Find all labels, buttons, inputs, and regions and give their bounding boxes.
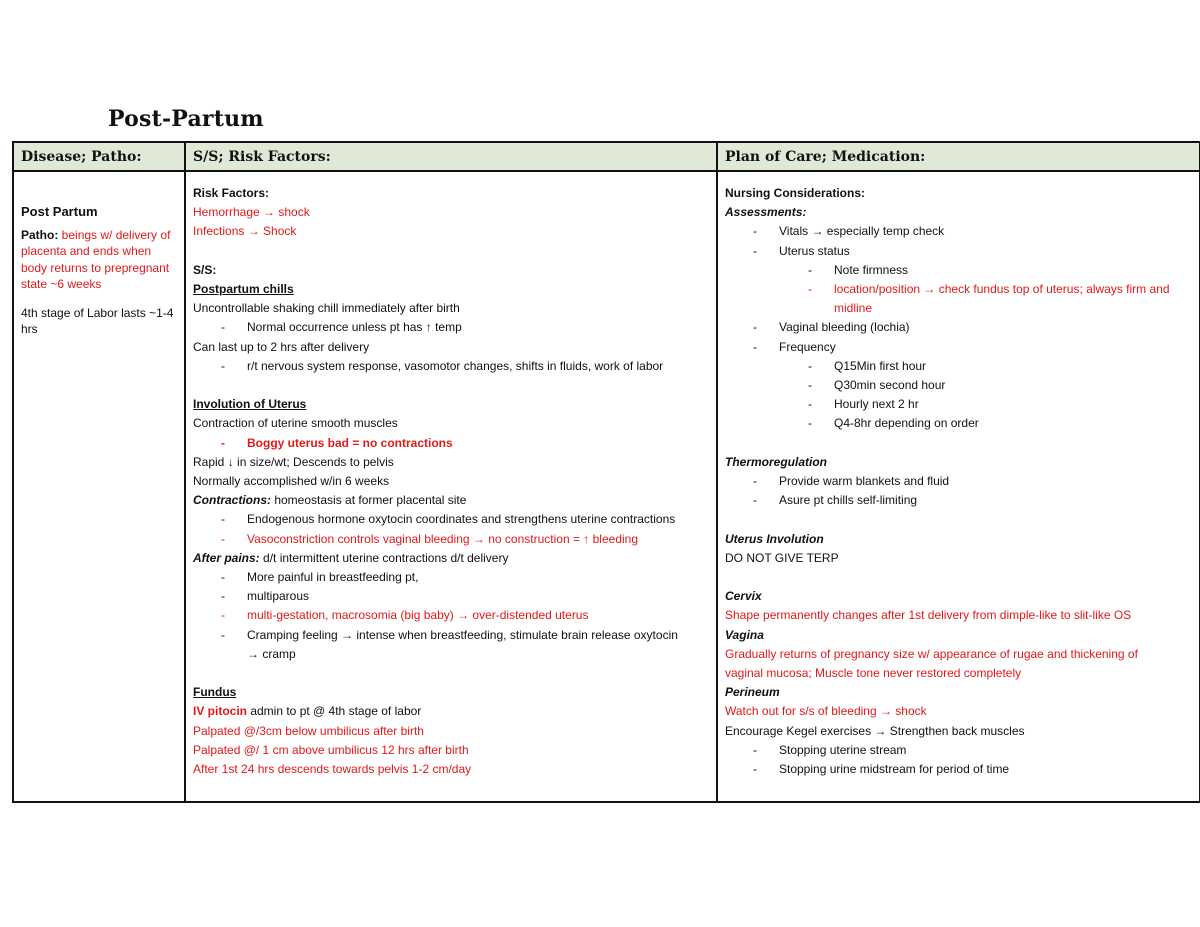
list-item: - location/position → check fundus top of uterus; always firm and	[725, 280, 1193, 299]
list-item-continued: midline	[834, 301, 873, 316]
list-item: - Stopping urine midstream for period of time	[725, 760, 1193, 779]
risk-factors-heading: Risk Factors:	[193, 186, 270, 200]
list-item-continued: → cramp	[247, 646, 296, 661]
list-item: Encourage Kegel exercises → Strengthen back muscles	[725, 723, 1025, 738]
disease-cell	[13, 171, 185, 802]
list-item: Contraction of uterine smooth muscles	[193, 416, 398, 431]
list-item: - Note firmness	[725, 261, 1193, 280]
involution-heading: Involution of Uterus	[193, 397, 307, 412]
list-item: After 1st 24 hrs descends towards pelvis 1-2 cm/day	[193, 762, 472, 777]
fundus-pitocin-line: IV pitocin admin to pt @ 4th stage of labor	[193, 704, 422, 719]
risk-item: Infections → Shock	[193, 224, 297, 239]
list-item: - Stopping uterine stream	[725, 741, 1193, 760]
list-item: Shape permanently changes after 1st delivery from dimple-like to slit-like OS	[725, 608, 1132, 623]
list-item: - Vaginal bleeding (lochia)	[725, 318, 1193, 337]
contractions-line: Contractions: homeostasis at former placental site	[193, 493, 467, 508]
list-item: Uncontrollable shaking chill immediately after birth	[193, 301, 460, 316]
header-ss-risk-factors: S/S; Risk Factors:	[185, 142, 717, 171]
list-item: - Vitals → especially temp check	[725, 222, 1193, 241]
list-item: - multiparous	[193, 587, 710, 606]
list-item: DO NOT GIVE TERP	[725, 550, 839, 565]
list-item: - Normal occurrence unless pt has ↑ temp	[193, 318, 710, 337]
plan-of-care-cell	[717, 171, 1200, 802]
list-item: - Frequency	[725, 338, 1193, 357]
uterus-involution-heading: Uterus Involution	[725, 531, 824, 546]
list-item: - Q4-8hr depending on order	[725, 414, 1193, 433]
list-item: - Asure pt chills self-limiting	[725, 491, 1193, 510]
chills-heading: Postpartum chills	[193, 282, 294, 296]
list-item: - Q30min second hour	[725, 376, 1193, 395]
list-item: - Endogenous hormone oxytocin coordinates and strengthens uterine contractions	[193, 510, 710, 529]
perineum-heading: Perineum	[725, 685, 780, 700]
list-item: Rapid ↓ in size/wt; Descends to pelvis	[193, 454, 394, 469]
list-item: - Uterus status	[725, 242, 1193, 261]
patho-text: Patho: beings w/ delivery of placenta and ends when body returns to prepregnant state ~6 weeks	[21, 227, 171, 291]
vagina-heading: Vagina	[725, 627, 764, 642]
fundus-heading: Fundus	[193, 685, 237, 700]
list-item: Palpated @/ 1 cm above umbilicus 12 hrs after birth	[193, 742, 469, 757]
nursing-heading: Nursing Considerations:	[725, 186, 866, 200]
ss-heading: S/S:	[193, 262, 217, 277]
after-pains-line: After pains: d/t intermittent uterine contractions d/t delivery	[193, 550, 509, 565]
list-item: - Vasoconstriction controls vaginal bleeding → no construction = ↑ bleeding	[193, 530, 710, 549]
table-header-row	[13, 142, 1200, 171]
list-item: - multi-gestation, macrosomia (big baby) → over-distended uterus	[193, 606, 710, 625]
list-item: Normally accomplished w/in 6 weeks	[193, 474, 390, 489]
list-item: Can last up to 2 hrs after delivery	[193, 339, 370, 354]
list-item: Watch out for s/s of bleeding → shock	[725, 704, 927, 719]
list-item: - Q15Min first hour	[725, 357, 1193, 376]
list-item-continued: vaginal mucosa; Muscle tone never restored completely	[725, 666, 1022, 681]
list-item: Palpated @/3cm below umbilicus after birth	[193, 723, 424, 738]
page-title: Post-Partum	[108, 106, 264, 132]
list-item: - r/t nervous system response, vasomotor changes, shifts in fluids, work of labor	[193, 357, 710, 376]
care-table	[12, 141, 1200, 803]
list-item: - Provide warm blankets and fluid	[725, 472, 1193, 491]
table-row	[13, 171, 1200, 802]
list-item: - Cramping feeling → intense when breastfeeding, stimulate brain release oxytocin	[193, 626, 710, 645]
list-item: Gradually returns of pregnancy size w/ appearance of rugae and thickening of	[725, 646, 1138, 661]
signs-symptoms-cell	[185, 171, 717, 802]
disease-heading: Post Partum	[21, 204, 98, 219]
list-item: - Boggy uterus bad = no contractions	[193, 434, 710, 453]
assessments-heading: Assessments:	[725, 205, 807, 220]
header-plan-of-care: Plan of Care; Medication:	[717, 142, 1200, 171]
header-disease-patho: Disease; Patho:	[13, 142, 185, 171]
list-item: - Hourly next 2 hr	[725, 395, 1193, 414]
thermoregulation-heading: Thermoregulation	[725, 454, 828, 469]
risk-item: Hemorrhage → shock	[193, 205, 310, 220]
list-item: - More painful in breastfeeding pt,	[193, 568, 710, 587]
cervix-heading: Cervix	[725, 589, 762, 604]
stage-note: 4th stage of Labor lasts ~1-4 hrs	[21, 305, 174, 336]
